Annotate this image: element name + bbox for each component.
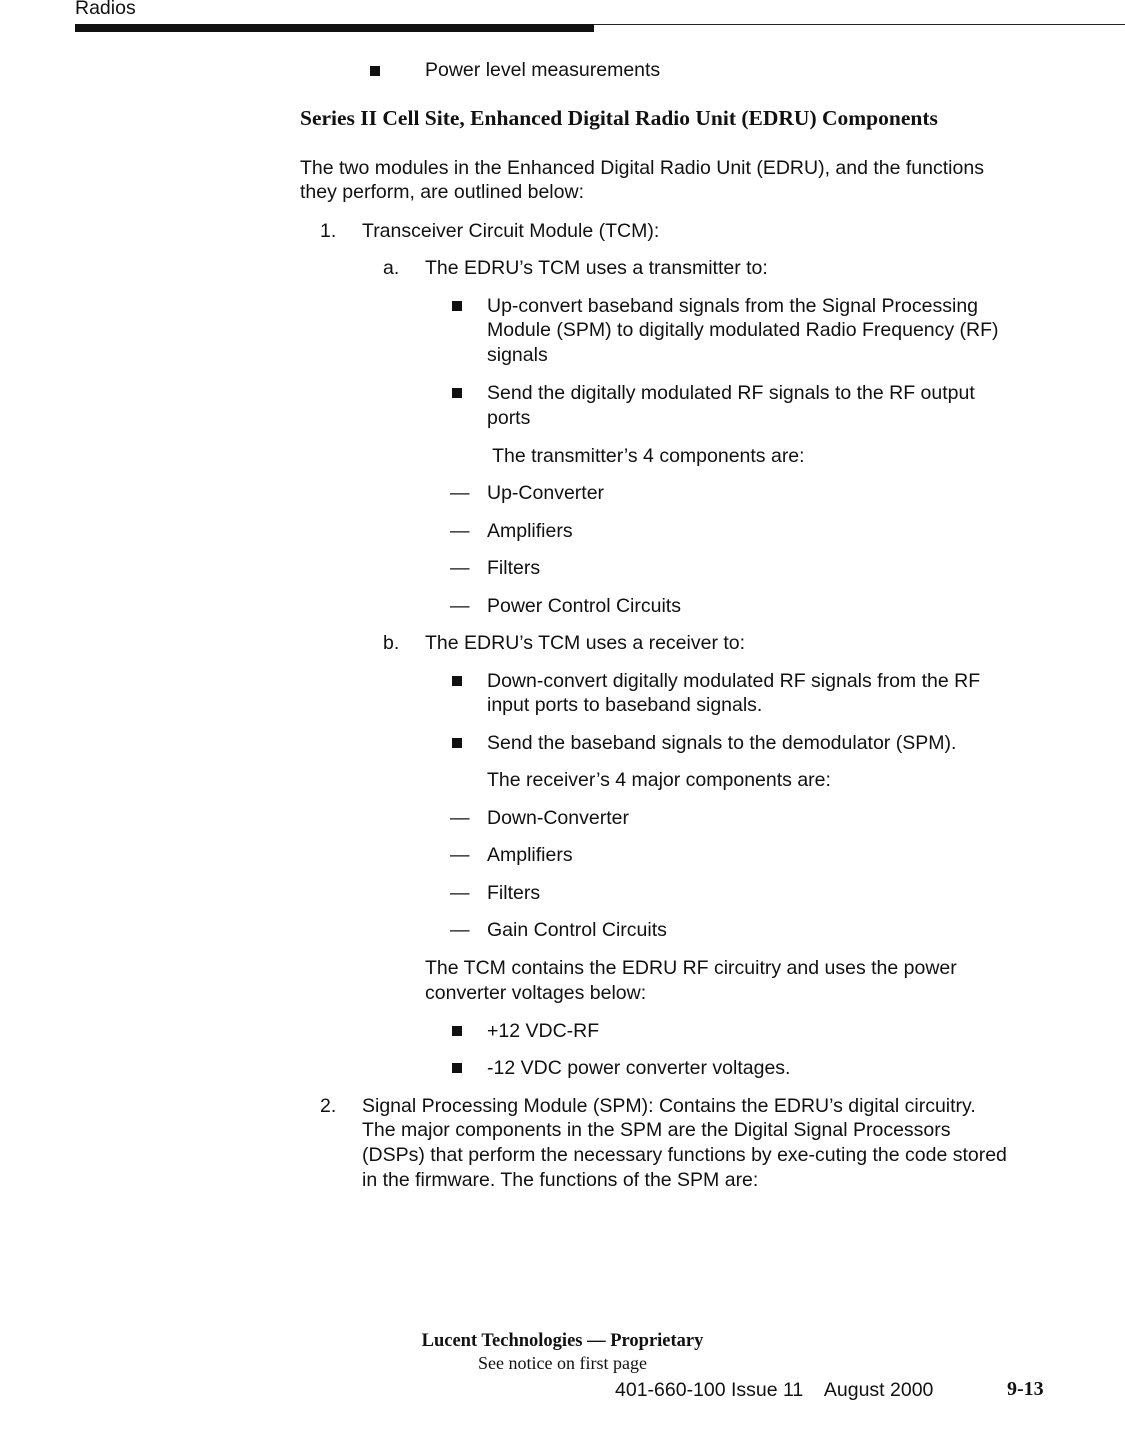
component-item: Amplifiers	[487, 520, 573, 542]
footer-company: Lucent Technologies — Proprietary	[421, 1331, 704, 1351]
component-item: Power Control Circuits	[487, 595, 681, 617]
bullet-square-icon	[452, 1026, 462, 1036]
dash-marker: —	[450, 595, 470, 617]
bullet-text: signals	[487, 344, 548, 366]
sublist-letter: b.	[383, 632, 400, 654]
bullet-text: Power level measurements	[425, 59, 661, 81]
component-item: Up-Converter	[487, 482, 605, 504]
bullet-text: input ports to baseband signals.	[487, 694, 763, 716]
component-item: Gain Control Circuits	[487, 919, 667, 941]
sublist-letter: a.	[383, 257, 400, 279]
list-item-title: Transceiver Circuit Module (TCM):	[362, 220, 660, 242]
dash-marker: —	[450, 557, 470, 579]
bullet-text: Down-convert digitally modulated RF signals from the RF	[487, 670, 981, 692]
footer-notice: See notice on first page	[478, 1353, 647, 1373]
bullet-text: Send the baseband signals to the demodulator (SPM).	[487, 732, 957, 754]
bullet-square-icon	[452, 676, 462, 686]
dash-marker: —	[450, 919, 470, 941]
list-item-text: in the firmware. The functions of the SPM are:	[362, 1169, 759, 1191]
dash-marker: —	[450, 520, 470, 542]
bullet-text: ports	[487, 407, 531, 429]
component-item: Down-Converter	[487, 807, 629, 829]
dash-marker: —	[450, 482, 470, 504]
intro-paragraph-line: they perform, are outlined below:	[300, 181, 584, 203]
bullet-square-icon	[452, 301, 462, 311]
running-head: Radios	[75, 0, 136, 19]
bullet-square-icon	[370, 66, 380, 76]
bullet-text: Up-convert baseband signals from the Signal Processing	[487, 295, 979, 317]
bullet-square-icon	[452, 388, 462, 398]
dash-marker: —	[450, 844, 470, 866]
page-number: 9-13	[1007, 1378, 1044, 1400]
footer-docinfo: 401-660-100 Issue 11 August 2000	[615, 1379, 934, 1401]
component-item: Filters	[487, 882, 541, 904]
tcm-note-line: converter voltages below:	[425, 982, 647, 1004]
voltage-item: -12 VDC power converter voltages.	[487, 1057, 791, 1079]
voltage-item: +12 VDC-RF	[487, 1020, 600, 1042]
list-item-text: (DSPs) that perform the necessary functions by exe-cuting the code stored	[362, 1144, 1007, 1166]
components-intro: The transmitter’s 4 components are:	[487, 445, 805, 467]
bullet-square-icon	[452, 1063, 462, 1073]
components-intro: The receiver’s 4 major components are:	[487, 769, 831, 791]
list-number: 2.	[320, 1095, 337, 1117]
bullet-square-icon	[452, 738, 462, 748]
list-item-text: The major components in the SPM are the Digital Signal Processors	[362, 1119, 951, 1141]
tcm-note-line: The TCM contains the EDRU RF circuitry and uses the power	[425, 957, 957, 979]
intro-paragraph-line: The two modules in the Enhanced Digital Radio Unit (EDRU), and the functions	[300, 157, 984, 179]
section-heading: Series II Cell Site, Enhanced Digital Radio Unit (EDRU) Components	[300, 106, 938, 130]
list-item-text: Signal Processing Module (SPM): Contains the EDRU’s digital circuitry.	[362, 1095, 976, 1117]
list-number: 1.	[320, 220, 337, 242]
sublist-text: The EDRU’s TCM uses a receiver to:	[425, 632, 746, 654]
bullet-text: Send the digitally modulated RF signals to the RF output	[487, 382, 975, 404]
dash-marker: —	[450, 807, 470, 829]
component-item: Filters	[487, 557, 541, 579]
dash-marker: —	[450, 882, 470, 904]
bullet-text: Module (SPM) to digitally modulated Radio Frequency (RF)	[487, 319, 999, 341]
component-item: Amplifiers	[487, 844, 573, 866]
header-rule-thick	[75, 24, 594, 32]
sublist-text: The EDRU’s TCM uses a transmitter to:	[425, 257, 768, 279]
